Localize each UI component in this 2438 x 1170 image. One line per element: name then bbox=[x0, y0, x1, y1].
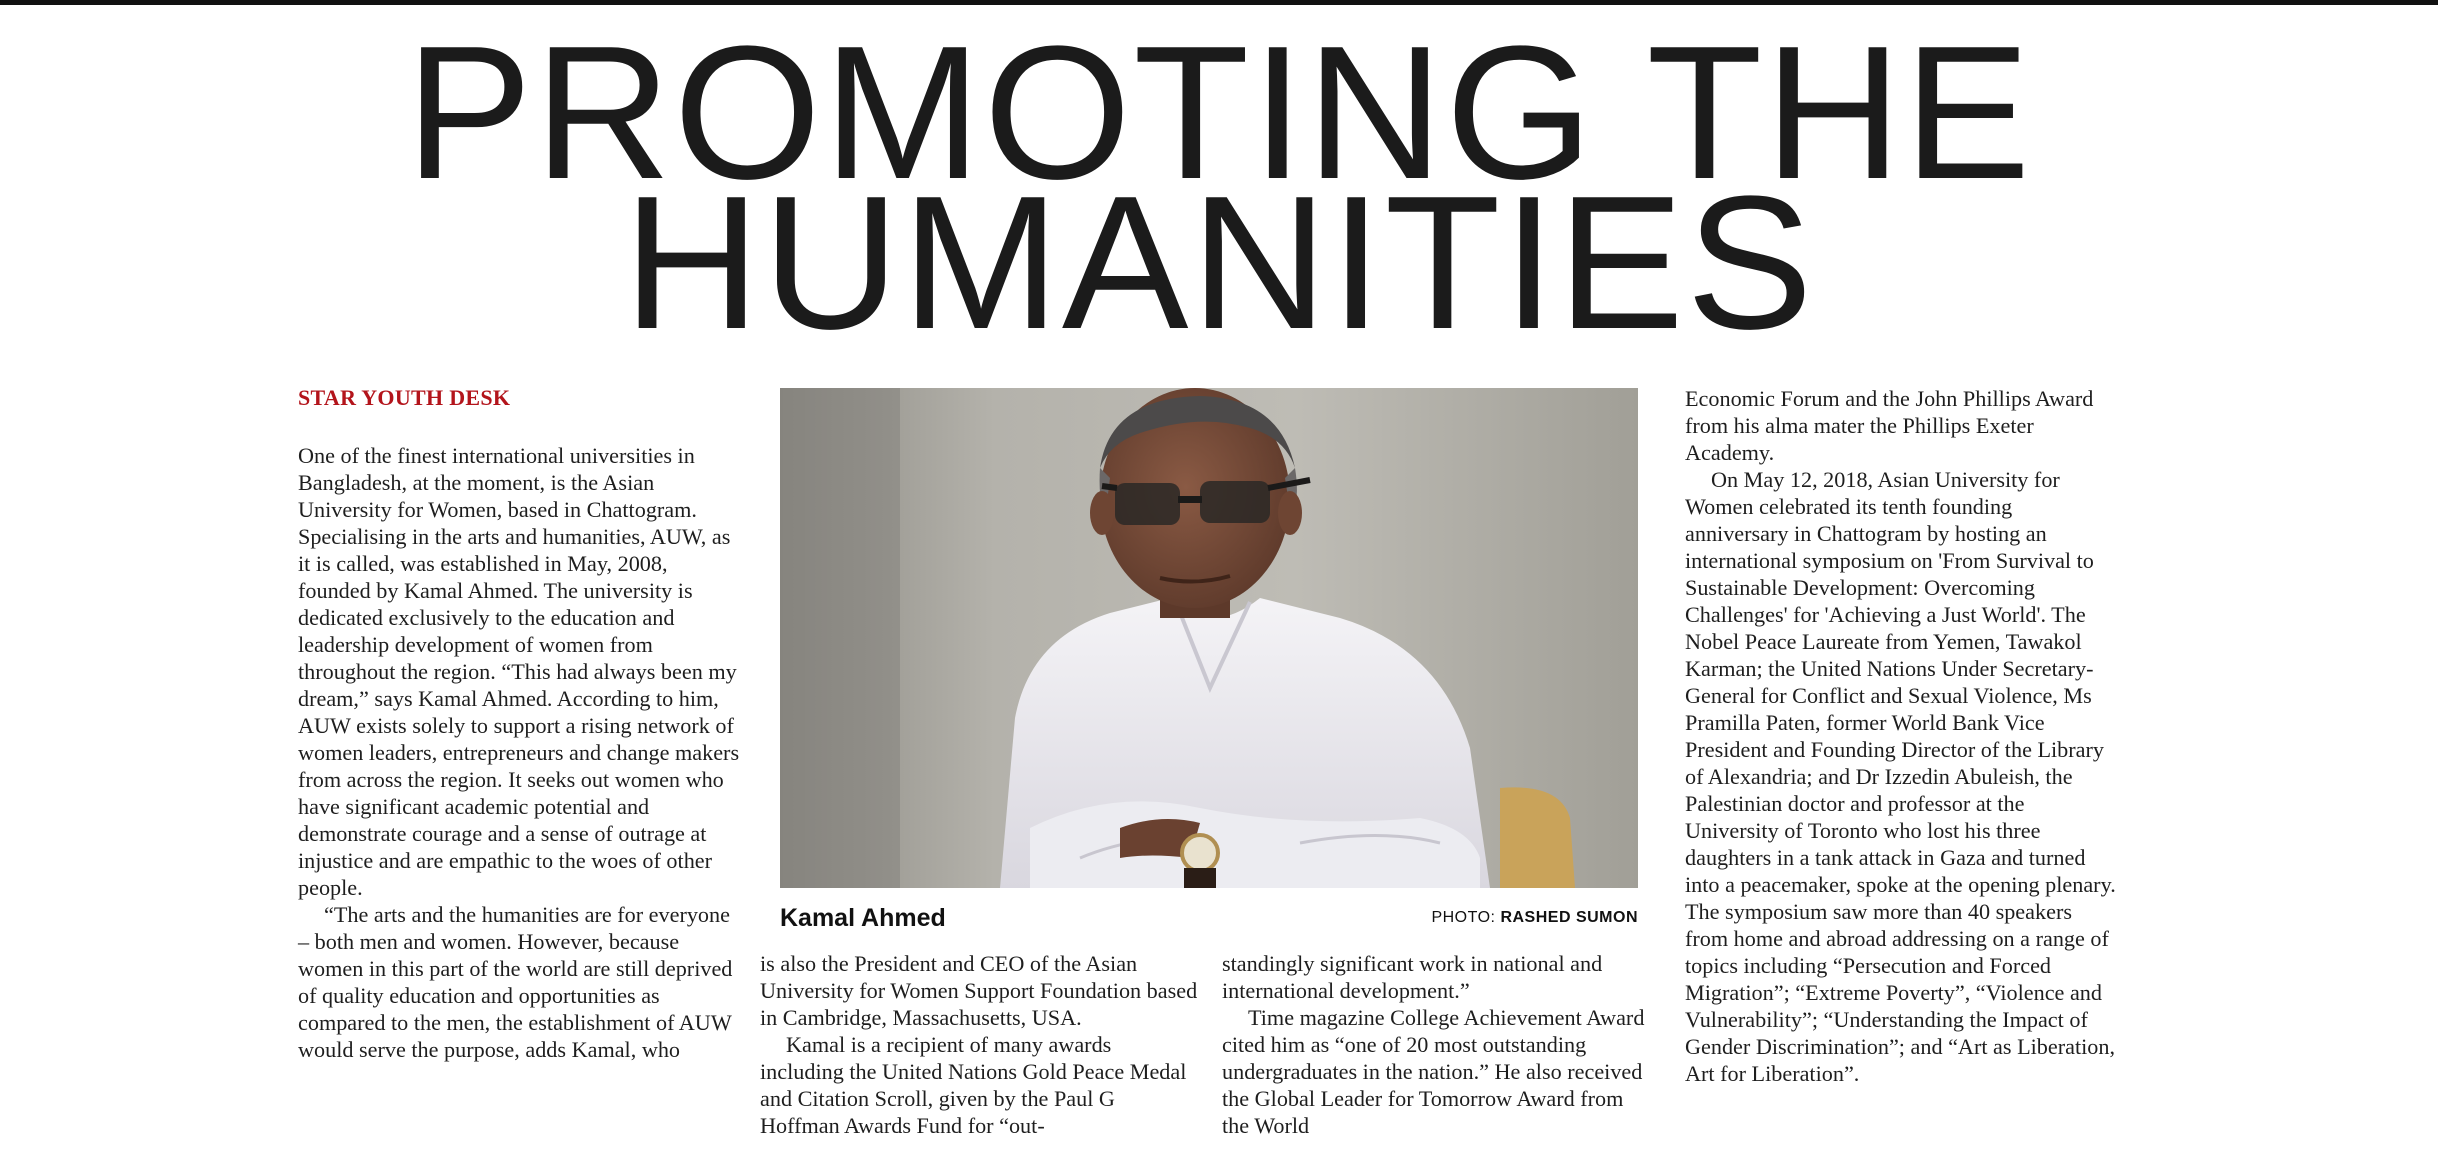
portrait-photo bbox=[780, 388, 1638, 888]
paragraph: “The arts and the humanities are for everyone – both men and women. However, because women in this part of the world are still deprived of quality education and opportunities as compared to the men, the establishment of AUW would serve the purpose, adds Kamal, who bbox=[298, 902, 733, 1062]
body-column-1 bbox=[298, 442, 740, 1063]
paragraph: On May 12, 2018, Asian University for Women celebrated its tenth founding anniversary in Chattogram by hosting an international symposium on 'From Survival to Sustainable Development: Overcoming Challenges' for 'Achieving a Just World'. The Nobel Peace Laureate from Yemen, Tawakol Karman; the United Nations Under Secretary-General for Conflict and Sexual Violence, Ms Pramilla Paten, former World Bank Vice President and Founding Director of the Library of Alexandria; and Dr Izzedin Abuleish, the Palestinian doctor and professor at the University of Toronto who lost his three daughters in a tank attack in Gaza and turned into a peacemaker, spoke at the opening plenary. The symposium saw more than 40 speakers from home and abroad addressing on a range of topics including “Persecution and Forced Migration”; “Extreme Poverty”, “Violence and Vulnerability”; “Understanding the Impact of Gender Discrimination”; and “Art as Liberation, Art for Liberation”. bbox=[1685, 467, 2116, 1086]
headline-line-1: PROMOTING THE bbox=[405, 7, 2033, 219]
paragraph: One of the finest international universities in Bangladesh, at the moment, is the Asian University for Women, based in Chattogram. Specialising in the arts and humanities, AUW, as it is called, was established in May, 2008, founded by Kamal Ahmed. The university is dedicated exclusively to the education and leadership development of women from throughout the region. “This had always been my dream,” says Kamal Ahmed. According to him, AUW exists solely to support a rising network of women leaders, entrepreneurs and change makers from across the region. It seeks out women who have significant academic potential and demonstrate courage and a sense of outrage at injustice and are empathic to the woes of other people. bbox=[298, 443, 740, 900]
byline-desk: STAR YOUTH DESK bbox=[298, 385, 511, 410]
paragraph: Kamal is a recipient of many awards including the United Nations Gold Peace Medal and Citation Scroll, given by the Paul G Hoffman Awards Fund for “out- bbox=[760, 1032, 1187, 1138]
photo-credit-label: PHOTO: bbox=[1431, 909, 1496, 926]
paragraph: is also the President and CEO of the Asian University for Women Support Foundation based in Cambridge, Massachusetts, USA. bbox=[760, 951, 1198, 1030]
portrait-illustration bbox=[780, 388, 1638, 888]
photo-credit-name: RASHED SUMON bbox=[1500, 909, 1638, 926]
photo-caption-name: Kamal Ahmed bbox=[780, 904, 946, 932]
body-column-4 bbox=[1685, 385, 2117, 1087]
paragraph: Time magazine College Achievement Award cited him as “one of 20 most outstanding undergraduates in the nation.” He also received the Global Leader for Tomorrow Award from the World bbox=[1222, 1005, 1645, 1138]
body-column-2 bbox=[760, 950, 1200, 1139]
photo-credit bbox=[1431, 909, 1638, 927]
paragraph: Economic Forum and the John Phillips Award from his alma mater the Phillips Exeter Academy. bbox=[1685, 386, 2094, 465]
top-rule bbox=[0, 0, 2438, 5]
headline bbox=[0, 7, 2438, 369]
body-column-3 bbox=[1222, 950, 1654, 1139]
headline-line-2: HUMANITIES bbox=[623, 157, 1815, 369]
paragraph: standingly significant work in national and international development.” bbox=[1222, 951, 1603, 1003]
